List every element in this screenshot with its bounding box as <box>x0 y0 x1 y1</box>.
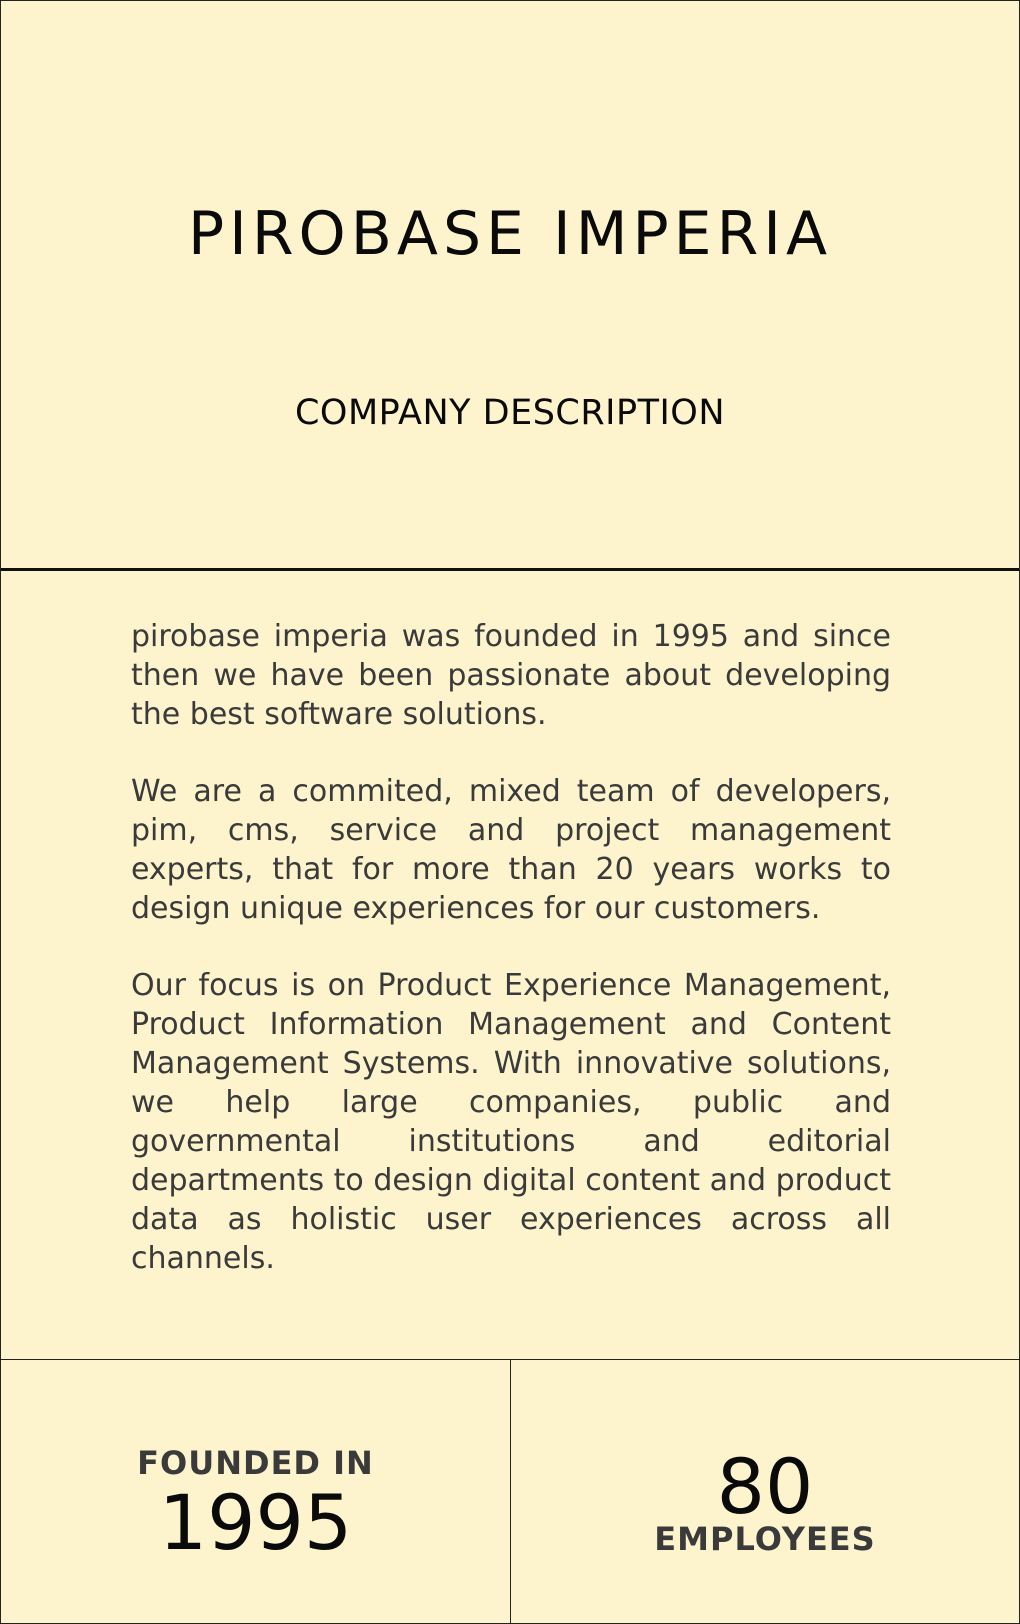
company-description <box>131 617 891 1316</box>
employees-stat <box>511 1360 1019 1624</box>
description-paragraph: pirobase imperia was founded in 1995 and since then we have been passionate about developing the best software solutions. <box>131 619 891 732</box>
description-paragraph: Our focus is on Product Experience Management, Product Information Management and Content Management Systems. With innovative solutions, we help large companies, public and governmental institutions and editorial departments to design digital content and product data as holistic user experiences across all channels. <box>131 968 891 1276</box>
section-subtitle: COMPANY DESCRIPTION <box>294 393 726 433</box>
description-paragraph: We are a commited, mixed team of developers, pim, cms, service and project management experts, that for more than 20 years works to design unique experiences for our customers. <box>131 774 891 926</box>
founded-year: 1995 <box>158 1478 353 1567</box>
company-title: PIROBASE IMPERIA <box>187 199 833 269</box>
stats-footer <box>1 1359 1019 1624</box>
employees-number: 80 <box>716 1442 814 1531</box>
founded-stat <box>1 1360 511 1624</box>
employees-label: EMPLOYEES <box>654 1520 876 1558</box>
founded-label: FOUNDED IN <box>137 1444 374 1482</box>
card-header <box>1 1 1019 571</box>
